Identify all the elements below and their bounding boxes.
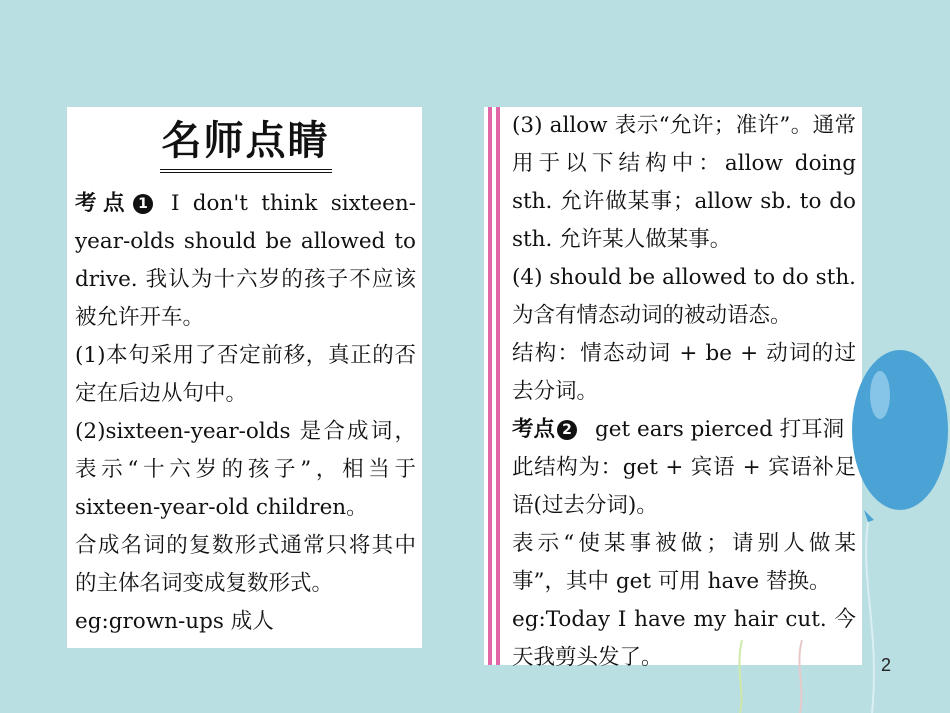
balloon-body: [852, 350, 948, 510]
balloon-strings-decoration: [720, 640, 850, 713]
note-3: 合成名词的复数形式通常只将其中的主体名词变成复数形式。: [75, 533, 416, 596]
page-number: 2: [881, 655, 892, 675]
balloon-highlight: [870, 371, 890, 419]
example-2: eg:Today I have my hair cut. 今天我剪头发了。: [512, 607, 856, 670]
number-badge: 1: [133, 194, 153, 214]
point-2-text: get ears pierced 打耳洞: [595, 417, 845, 442]
point-2-structure: 此结构为：get + 宾语 + 宾语补足语(过去分词)。: [512, 455, 856, 518]
point-1-text: I don't think sixteen-year-olds should be allowed to drive. 我认为十六岁的孩子不应该被允许开车。: [75, 191, 416, 330]
point-2-meaning: 表示“使某事被做；请别人做某事”，其中 get 可用 have 替换。: [512, 531, 856, 594]
right-text-panel: [484, 107, 862, 670]
pink-stripe: [496, 107, 500, 665]
balloon-decoration: [850, 350, 950, 713]
point-label: 考点: [75, 191, 131, 216]
pink-stripe: [488, 107, 492, 665]
balloon-string: [866, 522, 874, 713]
left-text-panel: [67, 107, 422, 648]
point-1: [75, 185, 416, 337]
point-label: 考点: [512, 417, 556, 442]
note-2: (2)sixteen-year-olds 是合成词，表示“十六岁的孩子”，相当于 sixteen-year-old children。: [75, 419, 416, 520]
balloon-knot: [864, 510, 874, 522]
number-badge: 2: [557, 420, 577, 440]
note-allow: (3) allow 表示“允许；准许”。通常用于以下结构中：allow doing sth. 允许做某事；allow sb. to do sth. 允许某人做某事。: [512, 113, 856, 252]
point-2: [512, 411, 856, 449]
structure-note: 结构：情态动词 + be + 动词的过去分词。: [512, 341, 856, 404]
example-1: eg:grown-ups 成人: [75, 609, 274, 634]
note-1: (1)本句采用了否定前移，真正的否定在后边从句中。: [75, 343, 416, 406]
panel-heading: 名师点睛: [75, 113, 416, 173]
note-passive: (4) should be allowed to do sth. 为含有情态动词的被动语态。: [512, 265, 856, 328]
